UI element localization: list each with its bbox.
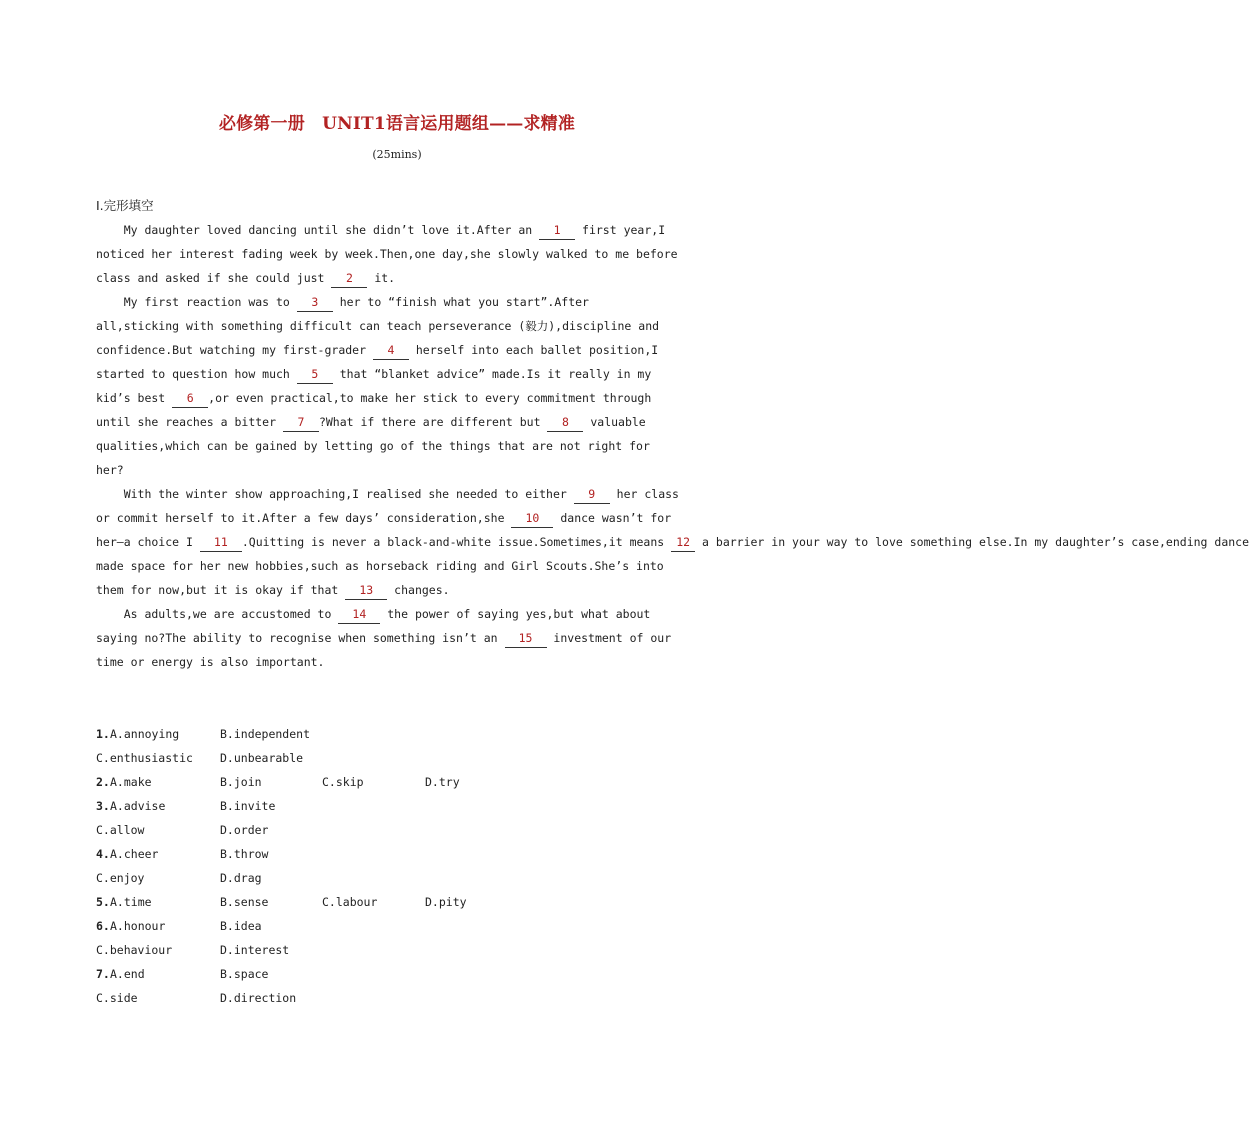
question-number: 2. (96, 775, 110, 789)
option: D.try (425, 775, 460, 789)
option: A.cheer (110, 847, 159, 861)
page-title: 必修第一册 UNIT1语言运用题组——求精准 (218, 114, 576, 134)
blank-1: 1 (539, 221, 575, 240)
blank-11: 11 (200, 533, 242, 552)
passage-text: My daughter loved dancing until she didn’t love it.After an (96, 223, 540, 237)
option: C.enthusiastic (96, 751, 193, 765)
passage-text: her to “finish what you start”.After all,sticking with something difficult can teach perseverance (毅力),discipline and confidence.But watching my first-grader (96, 295, 660, 357)
blank-14: 14 (338, 605, 380, 624)
blank-5: 5 (297, 365, 333, 384)
option: B.invite (220, 799, 276, 813)
passage-text: it. My first reaction was to (123, 271, 396, 309)
time-note: (25mins) (372, 148, 422, 161)
passage-text: that “blanket advice” made.Is it really in my kid’s best (96, 367, 652, 405)
passage-text: ?What if there are different but (318, 415, 548, 429)
passage-text: the power of saying yes,but what about saying no?The ability to recognise when something isn’t an (96, 607, 651, 645)
option: C.behaviour (96, 943, 173, 957)
option: B.idea (220, 919, 262, 933)
option: A.honour (110, 919, 166, 933)
option: A.end (110, 967, 145, 981)
blank-10: 10 (511, 509, 553, 528)
option: B.space (220, 967, 269, 981)
option: B.join (220, 775, 262, 789)
blank-2: 2 (331, 269, 367, 288)
blank-9: 9 (574, 485, 610, 504)
blank-15: 15 (505, 629, 547, 648)
question-number: 3. (96, 799, 110, 813)
option: C.labour (322, 895, 378, 909)
passage-text: herself into each ballet position,I started to question how much (96, 343, 659, 381)
cloze-passage (96, 218, 1249, 674)
option: A.annoying (110, 727, 180, 741)
blank-8: 8 (547, 413, 583, 432)
passage-text: valuable qualities,which can be gained by letting go of the things that are not right for her? With the winter show approaching,I realised she needed to either (96, 415, 650, 501)
passage-text: her class or commit herself to it.After a few days’ consideration,she (96, 487, 679, 525)
blank-13: 13 (345, 581, 387, 600)
option: D.unbearable (220, 751, 304, 765)
option: B.throw (220, 847, 269, 861)
question-number: 6. (96, 919, 110, 933)
passage-text: changes. As adults,we are accustomed to (123, 583, 450, 621)
question-number: 4. (96, 847, 110, 861)
question-number: 7. (96, 967, 110, 981)
option: C.enjoy (96, 871, 145, 885)
option: C.skip (322, 775, 364, 789)
question-number: 5. (96, 895, 110, 909)
blank-4: 4 (373, 341, 409, 360)
option: C.allow (96, 823, 145, 837)
section-heading: Ⅰ.完形填空 (96, 198, 154, 213)
option: A.make (110, 775, 152, 789)
option: D.drag (220, 871, 262, 885)
passage-text: investment of our time or energy is also important. (96, 631, 672, 669)
passage-text: dance wasn’t for her—a choice I (96, 511, 672, 549)
question-number: 1. (96, 727, 110, 741)
option: D.order (220, 823, 269, 837)
option: A.advise (110, 799, 166, 813)
passage-text: ,or even practical,to make her stick to every commitment through until she reaches a bitter (96, 391, 652, 429)
option: D.pity (425, 895, 467, 909)
blank-6: 6 (172, 389, 208, 408)
option: D.direction (220, 991, 297, 1005)
option: C.side (96, 991, 138, 1005)
passage-text: a barrier in your way to love something else.In my daughter’s case,ending dance made space for her new hobbies,such as horseback riding and Girl Scouts.She’s into them for now,but it is okay if that (96, 535, 1249, 597)
blank-3: 3 (297, 293, 333, 312)
blank-12: 12 (671, 533, 695, 552)
option: A.time (110, 895, 152, 909)
blank-7: 7 (283, 413, 319, 432)
option: B.sense (220, 895, 269, 909)
passage-text: .Quitting is never a black-and-white issue.Sometimes,it means (241, 535, 672, 549)
option: D.interest (220, 943, 290, 957)
passage-text: first year,I noticed her interest fading week by week.Then,one day,she slowly walked to me before class and asked if she could just (96, 223, 678, 285)
option: B.independent (220, 727, 311, 741)
